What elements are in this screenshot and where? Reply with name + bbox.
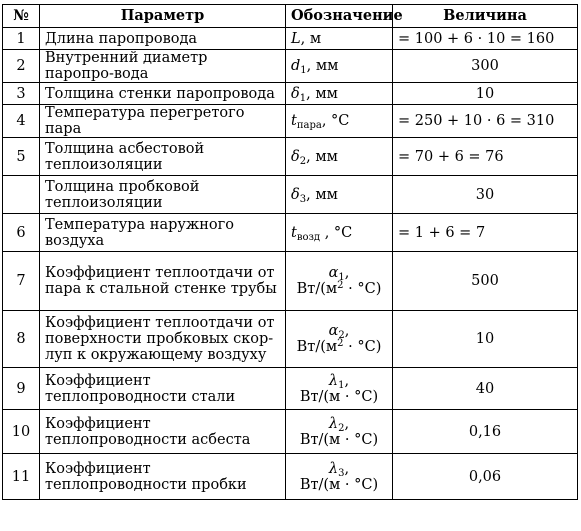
parameter-name: Длина паропровода [40,28,286,50]
table-row [3,311,578,368]
table-row [3,176,578,214]
unit-base: Вт/(м · °C) [299,388,379,405]
symbol-subscript: 1 [338,379,345,391]
header-number: № [3,5,40,28]
parameter-name: Коэффициент теплоотдачи от пара к стальной стенке трубы [40,252,286,311]
symbol-subscript: 2 [299,155,307,167]
table-body [3,28,578,500]
symbol-main: δ [291,148,300,165]
parameter-name: Толщина пробковой теплоизоляции [40,176,286,214]
value-cell: = 1 + 6 = 7 [393,214,578,252]
value-cell: 40 [393,368,578,410]
value-cell: = 70 + 6 = 76 [393,138,578,176]
row-number: 8 [3,311,40,368]
symbol-subscript: 2 [338,422,345,434]
symbol-subscript: 1 [300,65,307,76]
table-row [3,50,578,83]
table-row [3,83,578,105]
symbol-main: t [291,113,297,129]
symbol-unit: , мм [306,85,338,102]
symbol-cell [286,311,393,368]
parameter-name: Толщина стенки паропровода [40,83,286,105]
symbol-unit: , [344,265,350,281]
symbol-cell [286,368,393,410]
header-parameter: Параметр [40,5,286,28]
row-number: 1 [3,28,40,50]
symbol-main: λ [328,372,339,389]
symbol-unit: , м [300,30,322,47]
row-number: 3 [3,83,40,105]
parameter-name: Температура перегретого пара [40,105,286,138]
symbol-cell [286,214,393,252]
unit-tail: · °C) [343,281,382,297]
value-cell: = 100 + 6 · 10 = 160 [393,28,578,50]
symbol-subscript: возд [296,231,321,243]
unit-superscript: 2 [337,280,344,291]
row-number: 6 [3,214,40,252]
symbol-main: α [328,265,339,281]
symbol-main: λ [328,460,339,477]
header-value: Величина [393,5,578,28]
unit-base: Вт/(м · °C) [299,476,379,493]
row-number: 4 [3,105,40,138]
table-row [3,28,578,50]
symbol-unit: , [344,323,350,339]
symbol-subscript: пара [296,120,322,131]
unit-base: Вт/(м [296,281,338,297]
value-cell: 300 [393,50,578,83]
table-row [3,105,578,138]
row-number: 11 [3,454,40,500]
parameters-table [2,4,578,500]
table-row [3,410,578,454]
symbol-main: λ [328,415,339,432]
symbol-unit: , °C [320,224,353,241]
symbol-cell [286,50,393,83]
parameter-name: Толщина асбестовой теплоизоляции [40,138,286,176]
row-number: 10 [3,410,40,454]
symbol-unit: , мм [306,58,339,74]
symbol-cell [286,176,393,214]
symbol-subscript: 3 [338,467,345,479]
symbol-cell [286,28,393,50]
symbol-cell [286,252,393,311]
header-row [3,5,578,28]
value-cell: 500 [393,252,578,311]
unit-tail: · °C) [343,339,382,355]
row-number: 2 [3,50,40,83]
table-row [3,138,578,176]
row-number: 7 [3,252,40,311]
symbol-unit: , °C [321,113,350,129]
symbol-unit: , [344,460,350,477]
header-symbol: Обозначение [286,5,393,28]
value-cell: 0,16 [393,410,578,454]
symbol-main: L [291,30,301,47]
parameter-name: Коэффициент теплоотдачи от поверхности пробковых скор-луп к окружающему воздуху [40,311,286,368]
symbol-unit: , [344,415,350,432]
symbol-cell [286,105,393,138]
symbol-subscript: 3 [299,193,307,205]
symbol-unit: , [344,372,350,389]
value-cell: = 250 + 10 · 6 = 310 [393,105,578,138]
parameter-name: Коэффициент теплопроводности стали [40,368,286,410]
value-cell: 30 [393,176,578,214]
table-row [3,368,578,410]
symbol-subscript: 1 [338,272,345,283]
symbol-cell [286,138,393,176]
symbol-unit: , мм [306,186,338,203]
symbol-subscript: 1 [299,92,307,104]
table-row [3,454,578,500]
symbol-main: α [328,323,339,339]
unit-base: Вт/(м · °C) [299,431,379,448]
parameter-name: Внутренний диаметр паропро-вода [40,50,286,83]
symbol-main: δ [291,85,300,102]
row-number [3,176,40,214]
symbol-cell [286,83,393,105]
unit-base: Вт/(м [296,339,338,355]
parameter-name: Температура наружного воздуха [40,214,286,252]
parameter-name: Коэффициент теплопроводности асбеста [40,410,286,454]
symbol-unit: , мм [306,148,338,165]
value-cell: 0,06 [393,454,578,500]
row-number: 9 [3,368,40,410]
symbol-cell [286,454,393,500]
symbol-main: d [291,58,301,74]
table-row [3,252,578,311]
symbol-main: t [291,224,297,241]
symbol-main: δ [291,186,300,203]
symbol-cell [286,410,393,454]
table-row [3,214,578,252]
unit-superscript: 2 [337,338,344,349]
parameter-name: Коэффициент теплопроводности пробки [40,454,286,500]
value-cell: 10 [393,311,578,368]
value-cell: 10 [393,83,578,105]
symbol-subscript: 2 [338,330,345,341]
row-number: 5 [3,138,40,176]
